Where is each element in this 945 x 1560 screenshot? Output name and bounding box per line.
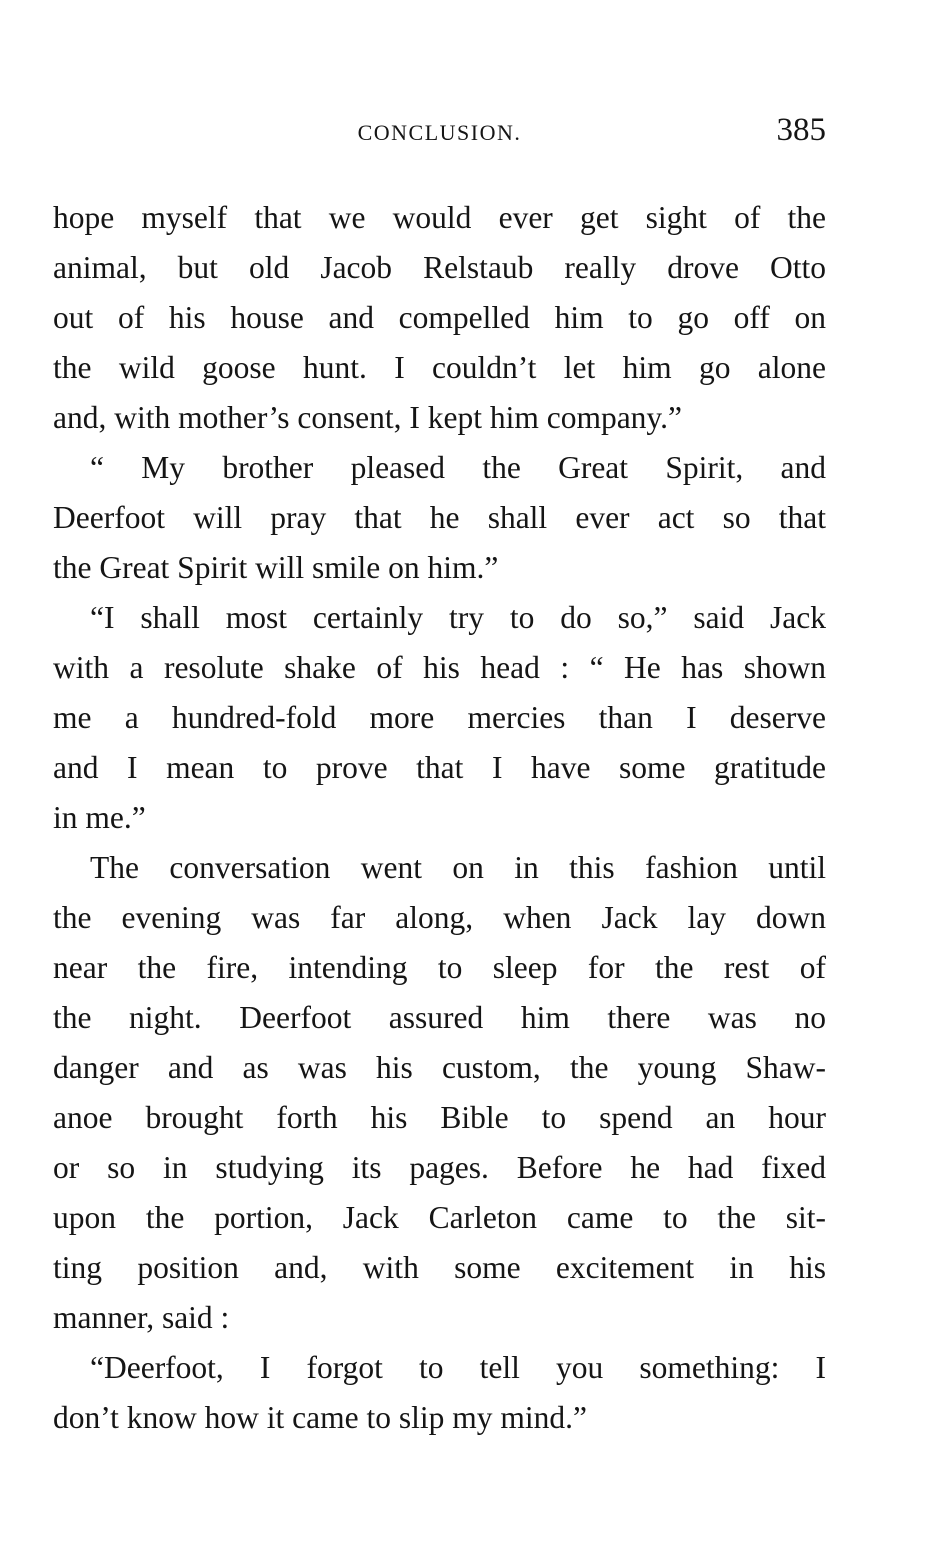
text-line: animal, but old Jacob Relstaub really drove Otto [53, 250, 826, 285]
text-line: the night. Deerfoot assured him there was no [53, 1000, 826, 1035]
text-line: the evening was far along, when Jack lay down [53, 900, 826, 935]
text-line: anoe brought forth his Bible to spend an hour [53, 1100, 826, 1135]
text-line: the Great Spirit will smile on him.” [53, 550, 499, 585]
text-line: Deerfoot will pray that he shall ever act so that [53, 500, 826, 535]
text-line: hope myself that we would ever get sight of the [53, 200, 826, 235]
text-line: manner, said : [53, 1300, 230, 1335]
text-line: near the fire, intending to sleep for the rest of [53, 950, 826, 985]
text-line: and, with mother’s consent, I kept him company.” [53, 400, 682, 435]
text-line: with a resolute shake of his head : “ He has shown [53, 650, 826, 685]
text-line: “ My brother pleased the Great Spirit, and [90, 450, 826, 485]
text-line: don’t know how it came to slip my mind.” [53, 1400, 587, 1435]
chapter-title: CONCLUSION. [357, 120, 522, 145]
text-line: “I shall most certainly try to do so,” said Jack [90, 600, 826, 635]
page-number: 385 [776, 112, 826, 148]
text-line: out of his house and compelled him to go off on [53, 300, 826, 335]
body-text [53, 193, 826, 1443]
text-line: The conversation went on in this fashion until [90, 850, 826, 885]
running-head [53, 112, 826, 152]
text-line: or so in studying its pages. Before he had fixed [53, 1150, 826, 1185]
text-line: in me.” [53, 800, 146, 835]
text-line: me a hundred-fold more mercies than I deserve [53, 700, 826, 735]
text-line: and I mean to prove that I have some gratitude [53, 750, 826, 785]
text-line: the wild goose hunt. I couldn’t let him go alone [53, 350, 826, 385]
text-line: upon the portion, Jack Carleton came to the sit- [53, 1200, 826, 1235]
text-line: “Deerfoot, I forgot to tell you something: I [90, 1350, 826, 1385]
text-line: danger and as was his custom, the young Shaw- [53, 1050, 826, 1085]
text-line: ting position and, with some excitement in his [53, 1250, 826, 1285]
